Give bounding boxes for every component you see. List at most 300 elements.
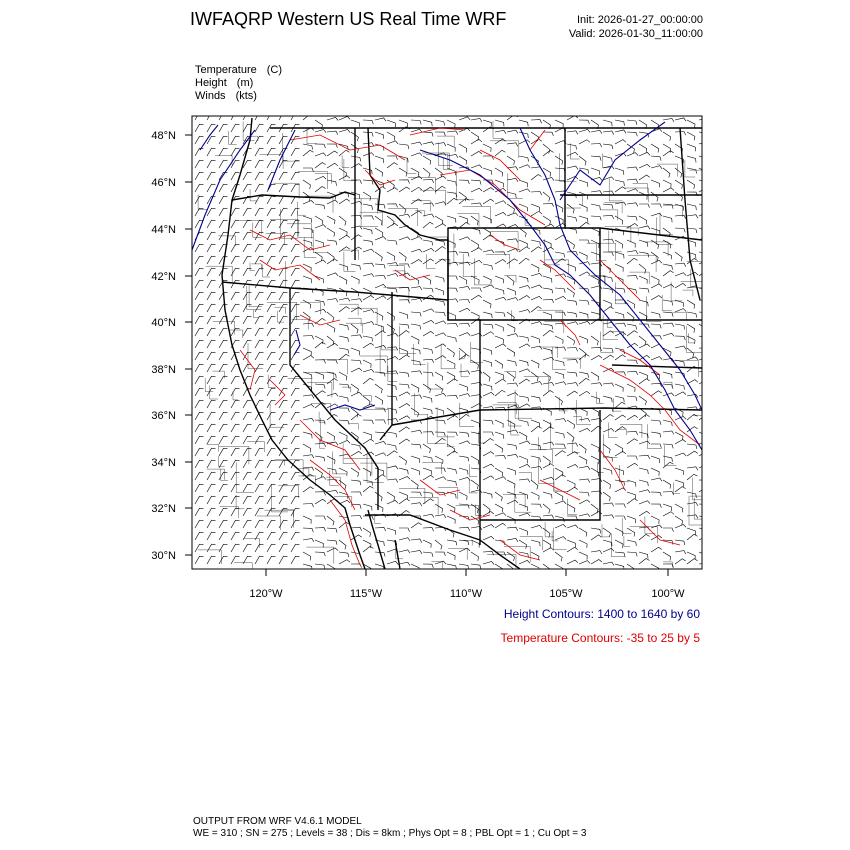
wind-barb	[267, 292, 276, 300]
wind-barb	[567, 383, 578, 387]
wind-barb	[423, 142, 434, 145]
wind-barb	[315, 432, 322, 441]
wind-barb	[351, 276, 359, 284]
wind-barb	[531, 540, 540, 546]
wind-barb	[675, 392, 686, 396]
wind-barb	[507, 259, 518, 264]
wind-barb	[411, 444, 421, 449]
wind-barb	[363, 336, 373, 342]
wind-barb	[207, 556, 216, 564]
wind-barb	[483, 432, 493, 436]
wind-barb	[219, 220, 228, 228]
wind-barb	[207, 472, 216, 480]
wind-barb	[279, 436, 288, 444]
wind-barb	[507, 527, 518, 531]
wind-barb	[207, 436, 216, 444]
wind-barb	[207, 160, 216, 168]
wind-barb	[387, 204, 398, 208]
wind-barb	[543, 312, 552, 319]
wind-barb	[627, 463, 638, 468]
wind-barb	[483, 504, 490, 513]
county-line	[219, 446, 249, 464]
wind-barb	[651, 468, 659, 476]
wind-barb	[663, 252, 671, 259]
county-line	[633, 184, 648, 193]
wind-barb	[255, 532, 264, 540]
county-line	[470, 464, 477, 476]
wind-barb	[459, 300, 470, 304]
wind-barb	[423, 179, 434, 183]
wind-barb	[231, 400, 240, 408]
wind-barb	[243, 244, 252, 252]
wind-barb	[339, 235, 350, 240]
wind-barb	[435, 344, 446, 348]
wind-barb	[243, 496, 252, 504]
wind-barb	[603, 204, 613, 209]
county-line	[342, 155, 349, 167]
wind-barb	[675, 252, 682, 261]
lon-tick-label: 120°W	[249, 588, 283, 600]
wind-barb	[663, 188, 674, 192]
wind-barb	[459, 441, 470, 444]
wind-barb	[231, 520, 240, 528]
wind-barb	[207, 544, 216, 552]
wind-barb	[603, 276, 612, 282]
wind-barb	[195, 436, 204, 444]
wind-barb	[267, 556, 276, 564]
wind-barb	[651, 180, 659, 187]
wind-barb	[435, 259, 446, 264]
wind-barb	[543, 427, 554, 432]
wind-barb	[279, 268, 288, 276]
county-line	[323, 360, 348, 375]
wind-barb	[651, 444, 661, 448]
wind-barb	[579, 479, 590, 483]
wind-barb	[543, 144, 550, 154]
wind-barb	[531, 360, 539, 368]
wind-barb	[315, 204, 325, 209]
wind-barb	[387, 156, 398, 160]
wind-barb	[603, 383, 614, 387]
wind-barb	[567, 360, 578, 364]
county-line	[399, 488, 425, 504]
wind-barb	[267, 484, 276, 492]
wind-barb	[651, 547, 662, 552]
wind-barb	[375, 331, 386, 336]
county-line	[493, 405, 519, 420]
wind-barb	[675, 487, 686, 492]
wind-barb	[363, 420, 373, 424]
wind-barb	[387, 163, 398, 168]
wind-barb	[375, 296, 386, 300]
wind-barb	[195, 376, 204, 384]
wind-barb	[459, 180, 469, 184]
wind-barb	[447, 432, 457, 436]
wind-barb	[615, 552, 625, 557]
wind-barb	[363, 360, 371, 368]
wind-barb	[591, 347, 602, 351]
wind-barb	[663, 168, 670, 178]
wind-barb	[495, 390, 505, 396]
wind-barb	[663, 271, 674, 276]
wind-barb	[507, 239, 518, 243]
wind-barb	[483, 332, 494, 336]
wind-barb	[543, 203, 554, 207]
wind-barb	[447, 552, 455, 560]
wind-barb	[555, 537, 566, 540]
wind-barb	[339, 396, 348, 402]
wind-barb	[375, 228, 383, 237]
wind-barb	[375, 252, 382, 261]
wind-barb	[207, 460, 216, 468]
wind-barb	[423, 528, 434, 532]
wind-barb	[507, 348, 515, 357]
wind-barb	[483, 372, 490, 381]
wind-barb	[459, 323, 470, 327]
wind-barb	[315, 163, 326, 169]
wind-barb	[663, 564, 674, 568]
wind-barb	[519, 432, 527, 440]
lat-tick-label: 30°N	[151, 550, 176, 562]
wind-barb	[615, 323, 626, 327]
wind-barb	[471, 552, 479, 561]
wind-barb	[375, 276, 386, 280]
county-line	[545, 239, 560, 265]
wind-barb	[351, 299, 362, 303]
wind-barb	[651, 391, 662, 396]
wind-barb	[291, 280, 300, 288]
wind-barb	[303, 418, 314, 421]
county-line	[349, 424, 359, 430]
wind-barb	[363, 249, 374, 252]
wind-barb	[579, 312, 588, 318]
wind-barb	[543, 540, 551, 549]
wind-barb	[699, 132, 709, 138]
wind-barb	[375, 237, 386, 240]
wind-barb	[567, 322, 578, 325]
wind-barb	[507, 276, 514, 285]
wind-barb	[399, 237, 410, 240]
wind-barb	[543, 192, 550, 202]
wind-barb	[675, 273, 686, 276]
wind-barb	[435, 438, 446, 444]
wind-barb	[567, 560, 578, 564]
wind-barb	[423, 132, 433, 137]
wind-barb	[291, 436, 300, 444]
wind-barb	[639, 527, 650, 531]
wind-barb	[411, 480, 418, 489]
wind-barb	[567, 228, 577, 234]
wind-barb	[303, 300, 311, 308]
wind-barb	[555, 156, 563, 165]
wind-barb	[663, 512, 674, 516]
wind-barb	[471, 248, 482, 252]
wind-barb	[387, 479, 398, 483]
wind-barb	[579, 252, 587, 260]
wind-barb	[639, 534, 650, 540]
wind-barb	[303, 372, 312, 379]
wind-barb	[411, 260, 422, 265]
wind-barb	[411, 153, 422, 156]
county-line	[508, 173, 523, 198]
wind-barb	[579, 348, 586, 358]
wind-barb	[447, 144, 455, 152]
wind-barb	[291, 340, 300, 348]
wind-barb	[291, 412, 300, 420]
wind-barb	[483, 392, 494, 396]
wind-barb	[471, 516, 479, 525]
wind-barb	[387, 240, 397, 245]
wind-barb	[363, 274, 374, 277]
variable-temperature: Temperature (C)	[195, 64, 283, 76]
county-line	[229, 330, 242, 338]
wind-barb	[207, 232, 216, 240]
wind-barb	[543, 504, 550, 514]
wind-barb	[495, 360, 503, 369]
wind-barb	[603, 331, 614, 336]
wind-barb	[663, 372, 672, 378]
county-line	[689, 170, 709, 182]
wind-barb	[555, 347, 566, 351]
wind-barb	[363, 228, 372, 234]
wind-barb	[519, 479, 530, 483]
wind-barb	[207, 400, 216, 408]
wind-barb	[591, 551, 602, 554]
wind-barb	[231, 532, 240, 540]
wind-barb	[291, 388, 300, 396]
wind-barb	[351, 264, 361, 270]
wind-barb	[399, 331, 410, 337]
wind-barb	[639, 276, 647, 284]
wind-barb	[315, 309, 326, 312]
wind-barb	[375, 264, 385, 268]
wind-barb	[375, 118, 386, 121]
wind-barb	[195, 256, 204, 264]
wind-barb	[303, 552, 311, 560]
wind-barb	[639, 372, 647, 379]
wind-barb	[339, 354, 350, 360]
wind-barb	[651, 432, 661, 437]
wind-barb	[291, 532, 300, 540]
wind-barb	[291, 256, 300, 264]
wind-barb	[579, 300, 589, 305]
wind-barb	[675, 324, 685, 330]
wind-barb	[243, 256, 252, 264]
wind-barb	[411, 384, 419, 392]
wind-barb	[207, 388, 216, 396]
wind-barb	[507, 454, 518, 457]
wind-barb	[207, 352, 216, 360]
wind-barb	[207, 448, 216, 456]
wind-barb	[483, 216, 491, 224]
wind-barb	[675, 215, 686, 219]
wind-barb	[555, 516, 564, 522]
wind-barb	[495, 564, 503, 573]
wind-barb	[387, 466, 398, 469]
wind-barb	[315, 492, 326, 496]
wind-barb	[255, 520, 264, 528]
wind-barb	[639, 336, 646, 345]
wind-barb	[279, 532, 288, 540]
wind-barb	[435, 321, 446, 324]
wind-barb	[627, 331, 638, 336]
lat-tick-label: 44°N	[151, 224, 176, 236]
wind-barb	[303, 180, 311, 189]
wind-barb	[531, 336, 540, 343]
wind-barb	[687, 324, 695, 333]
wind-barb	[555, 259, 566, 264]
wind-barb	[627, 120, 637, 125]
wind-barb	[351, 180, 362, 184]
wind-barb	[555, 432, 564, 438]
wind-barb	[327, 336, 334, 345]
wind-barb	[267, 136, 276, 144]
wind-barb	[291, 304, 300, 312]
wind-barb	[627, 216, 637, 221]
wind-barb	[675, 559, 686, 564]
wind-barb	[615, 168, 624, 175]
wind-barb	[399, 144, 409, 149]
wind-barb	[603, 264, 611, 273]
county-line	[351, 308, 377, 324]
wind-barb	[495, 252, 506, 256]
wind-barb	[603, 444, 610, 453]
wind-barb	[531, 420, 540, 427]
wind-barb	[507, 156, 515, 165]
wind-barb	[663, 312, 673, 317]
wind-barb	[651, 296, 662, 301]
wind-barb	[639, 216, 647, 224]
wind-barb	[339, 216, 346, 226]
wind-barb	[255, 448, 264, 456]
wind-barb	[327, 144, 337, 148]
wind-barb	[627, 499, 638, 504]
wind-barb	[435, 372, 443, 381]
wind-barb	[411, 168, 419, 176]
wind-barb	[339, 552, 349, 557]
wind-barb	[567, 547, 578, 552]
wind-barb	[327, 528, 337, 533]
wind-barb	[591, 144, 602, 148]
wind-barb	[411, 199, 422, 204]
wind-barb	[495, 336, 503, 343]
wind-barb	[483, 264, 493, 270]
wind-barb	[459, 477, 470, 480]
wind-barb	[243, 364, 252, 372]
wind-barb	[459, 252, 469, 257]
wind-barb	[255, 208, 264, 216]
wind-barb	[243, 460, 252, 468]
wind-barb	[399, 300, 410, 304]
wind-barb	[555, 419, 566, 422]
wind-barb	[603, 252, 613, 256]
wind-barb	[435, 186, 446, 192]
wind-barb	[219, 328, 228, 336]
lon-tick-label: 100°W	[651, 588, 685, 600]
wind-barb	[375, 475, 386, 480]
wind-barb	[243, 208, 252, 216]
wind-barb	[231, 256, 240, 264]
county-line	[311, 404, 331, 416]
wind-barb	[555, 296, 566, 300]
wind-barb	[255, 316, 264, 324]
wind-barb	[483, 452, 494, 456]
wind-barb	[279, 292, 288, 300]
wind-barb	[303, 201, 314, 205]
wind-barb	[423, 432, 434, 436]
wind-barb	[255, 376, 264, 384]
wind-barb	[651, 276, 659, 284]
wind-barb	[507, 383, 518, 387]
wind-barb	[615, 402, 625, 408]
wind-barb	[543, 150, 554, 156]
wind-barb	[627, 258, 638, 264]
wind-barb	[411, 120, 421, 124]
wind-barb	[507, 213, 518, 216]
wind-barb	[231, 376, 240, 384]
wind-barb	[315, 260, 326, 264]
wind-barb	[447, 360, 455, 368]
wind-barb	[231, 292, 240, 300]
wind-barb	[351, 360, 361, 364]
wind-barb	[615, 355, 626, 360]
wind-barb	[459, 456, 469, 461]
wind-barb	[591, 560, 602, 565]
wind-barb	[603, 540, 612, 546]
county-line	[272, 485, 288, 512]
wind-barb	[531, 426, 542, 432]
wind-barb	[615, 451, 626, 456]
wind-barb	[507, 393, 518, 396]
wind-barb	[675, 384, 685, 390]
wind-barb	[627, 431, 638, 435]
wind-barb	[591, 504, 598, 513]
wind-barb	[219, 352, 228, 360]
wind-barb	[627, 167, 638, 171]
wind-barb	[303, 539, 314, 543]
wind-barb	[387, 561, 398, 564]
wind-barb	[351, 235, 362, 240]
wind-barb	[327, 432, 335, 441]
county-line	[629, 272, 649, 284]
wind-barb	[531, 204, 539, 211]
wind-barb	[219, 340, 228, 348]
wind-barb	[519, 296, 530, 301]
wind-barb	[603, 468, 612, 475]
county-line	[437, 136, 454, 146]
wind-barb	[279, 328, 288, 336]
wind-barb	[495, 276, 503, 283]
wind-barb	[639, 240, 648, 247]
wind-barb	[639, 312, 647, 320]
wind-barb	[351, 535, 362, 540]
wind-barb	[471, 276, 479, 284]
county-line	[497, 403, 516, 414]
wind-barb	[663, 420, 672, 426]
wind-barb	[195, 328, 204, 336]
wind-barb	[675, 551, 686, 555]
wind-barb	[255, 556, 264, 564]
wind-barb	[363, 528, 371, 537]
wind-barb	[483, 235, 494, 240]
wind-barb	[435, 288, 444, 295]
wind-barb	[603, 120, 612, 126]
wind-barb	[591, 168, 600, 175]
wind-barb	[615, 396, 624, 402]
wind-barb	[207, 172, 216, 180]
wind-barb	[267, 544, 276, 552]
wind-barb	[351, 335, 362, 339]
